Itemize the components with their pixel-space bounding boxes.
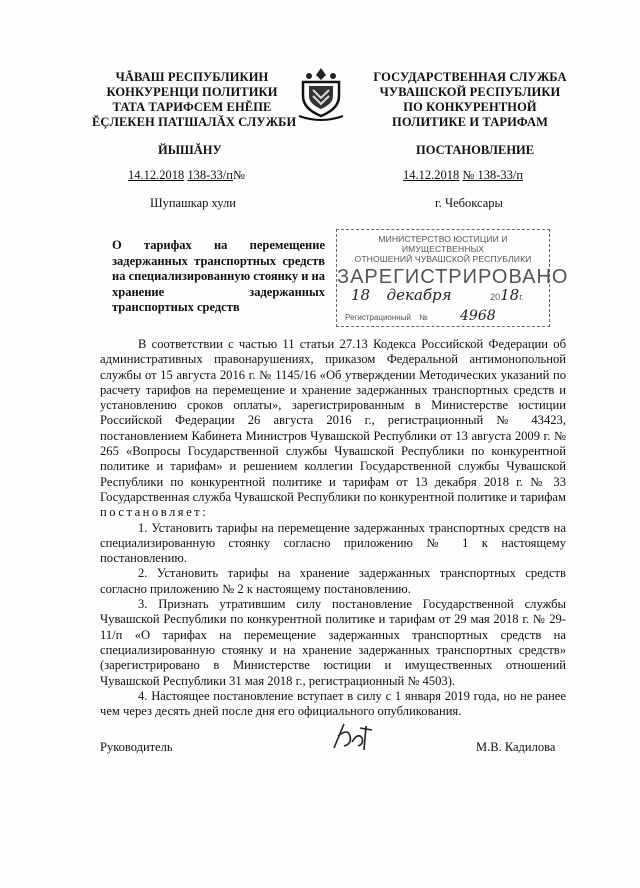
registration-stamp [336, 229, 569, 327]
body-item: 4. Настоящее постановление вступает в силу с 1 января 2019 года, но не ранее чем через десять дней после дня его официального опубликования. [100, 688, 566, 719]
intro-text: В соответствии с частью 11 статьи 27.13 Кодекса Российской Федерации об административных правонарушениях, приказом Федеральной антимонопольной службы от 15 августа 2016 г. № 1145/16 «Об утверждении Методических указаний по расчету тарифов на перемещение и хранение задержанных транспортных средств и установлению сроков оплаты», зарегистрированным в Министерстве юстиции Российской Федерации 26 августа 2016 г., регистрационный № 43423, постановлением Кабинета Министров Чувашской Республики от 13 августа 2009 г. № 265 «Вопросы Государственной службы Чувашской Республики по конкурентной политике и тарифам» и решением коллегии Государственной службы Чувашской Республики по конкурентной политике и тарифам от 13 декабря 2018 г. № 33 Государственная служба Чувашской Республики по конкурентной политике и тарифам [100, 337, 566, 504]
city-chuvash: Шупашкар хули [150, 196, 236, 210]
coat-of-arms-icon [297, 66, 345, 122]
doc-date: 14.12.2018 [128, 168, 185, 182]
stamp-line: ОТНОШЕНИЙ ЧУВАШСКОЙ РЕСПУБЛИКИ [354, 254, 532, 264]
header-left-line: КОНКУРЕНЦИ ПОЛИТИКИ [106, 85, 278, 99]
document-title: О тарифах на перемещение задержанных транспортных средств на специализированную стоянку и на хранение задержанных транспортных средств [112, 238, 325, 314]
header-left [92, 70, 297, 130]
doc-number: 138-33/п [477, 168, 524, 182]
stamp-reg-label: Регистрационный [345, 313, 411, 322]
stamp-reg-sign: № [419, 313, 428, 322]
decree-word: постановляет: [100, 505, 209, 520]
doc-date: 14.12.2018 [403, 168, 460, 182]
stamp-line: МИНИСТЕРСТВО ЮСТИЦИИ И ИМУЩЕСТВЕННЫХ [378, 234, 508, 254]
body-item: 3. Признать утратившим силу постановление Государственной службы Чувашской Республики по конкурентной политике и тарифам от 29 мая 2018 г. № 29-11/п «О тарифах на перемещение задержанных транспортных средств на специализированную стоянку и на хранение задержанных транспортных средств» (зарегистрировано в Министерстве юстиции и имущественных отношений Чувашской Республики 31 мая 2018 г., регистрационный № 4503). [100, 597, 566, 688]
header-right-line: ГОСУДАРСТВЕННАЯ СЛУЖБА [373, 70, 567, 84]
header-left-line: ТАТА ТАРИФСЕМ ЕНĔПЕ [112, 100, 272, 114]
stamp-reg-number: 4968 [460, 308, 496, 324]
header-right-line: ПО КОНКУРЕНТНОЙ [403, 100, 537, 114]
number-sign: № [232, 168, 245, 182]
signature-position: Руководитель [100, 740, 173, 754]
stamp-year-prefix: 20 [490, 292, 501, 302]
doc-type-chuvash: ЙЫШĂНУ [158, 143, 222, 157]
stamp-registered: ЗАРЕГИСТРИРОВАНО [337, 266, 569, 288]
stamp-reg-row [345, 308, 496, 324]
header-left-line: ĔÇЛЕКЕН ПАТШАЛĂХ СЛУЖБИ [92, 115, 297, 129]
header-right [365, 70, 575, 130]
body-item: 1. Установить тарифы на перемещение задержанных транспортных средств на специализированную стоянку согласно приложению № 1 к настоящему постановлению. [100, 520, 566, 566]
document-body [100, 337, 566, 719]
doc-date-number-left [128, 168, 245, 183]
stamp-date-row [351, 286, 524, 304]
header-left-line: ЧĂВАШ РЕСПУБЛИКИН [115, 70, 269, 84]
stamp-year-end: г. [519, 292, 524, 302]
body-intro [100, 337, 566, 521]
handwritten-signature-icon [330, 720, 376, 754]
signature-name: М.В. Кадилова [476, 740, 556, 754]
number-sign: № [462, 168, 475, 182]
doc-type-russian: ПОСТАНОВЛЕНИЕ [416, 143, 535, 157]
stamp-month: декабря [386, 286, 452, 304]
header-right-line: ПОЛИТИКЕ И ТАРИФАМ [392, 115, 548, 129]
doc-number: 138-33/п [187, 168, 233, 182]
doc-date-number-right [403, 168, 523, 183]
city-russian: г. Чебоксары [435, 196, 503, 210]
body-item: 2. Установить тарифы на хранение задержанных транспортных средств согласно приложению № 2 к настоящему постановлению. [100, 566, 566, 596]
stamp-year-suffix: 18 [500, 286, 520, 304]
stamp-day: 18 [351, 286, 371, 304]
header-right-line: ЧУВАШСКОЙ РЕСПУБЛИКИ [379, 85, 561, 99]
